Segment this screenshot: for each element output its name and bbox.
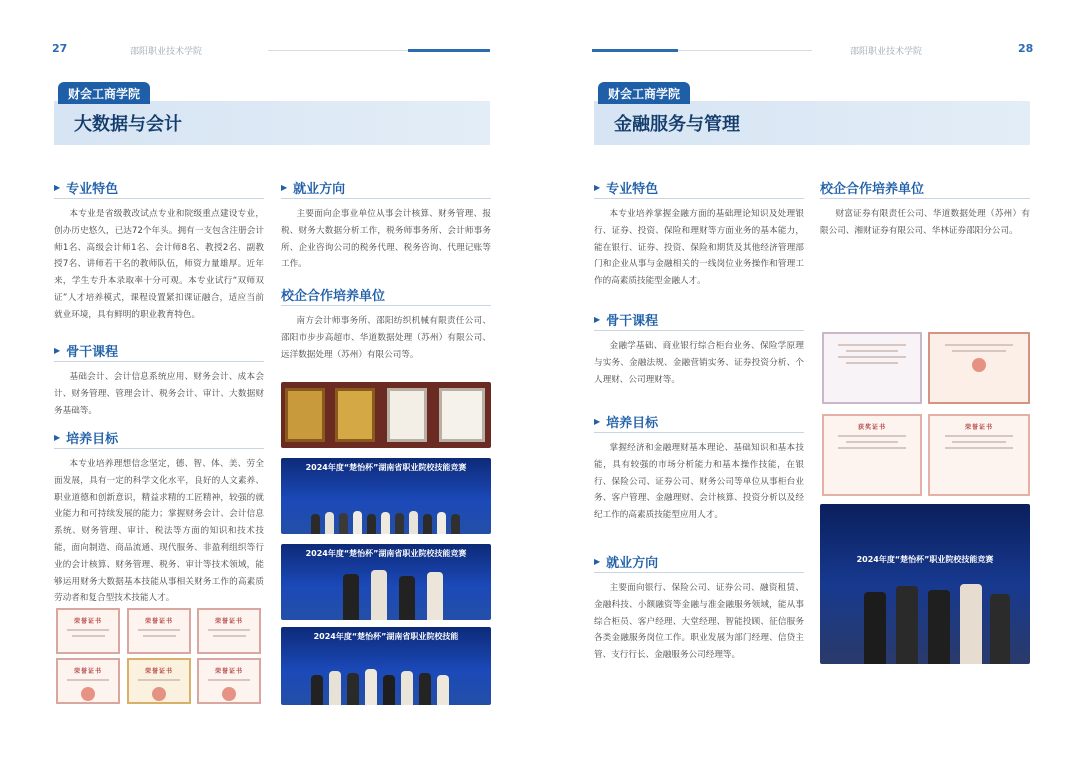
page-number: 27 [52, 42, 68, 55]
college-tag: 财会工商学院 [598, 82, 690, 104]
section-title-goals: ▶ 培养目标 [594, 416, 659, 431]
section-title-employment: ▶ 就业方向 [594, 556, 659, 571]
arrow-icon: ▶ [594, 315, 601, 324]
features-text: 本专业培养掌握金融方面的基础理论知识及处理银行、证券、投资、保险和理财等方面业务的基本能力，能在银行、证券、投资、保险和期货及其他经济管理部门和企业从事与金融相关的一线岗位业务操作和管理工作的高素质技能型金融人才。 [594, 209, 804, 287]
section-divider [54, 448, 264, 449]
goals-text: 掌握经济和金融理财基本理论、基础知识和基本技能，具有较强的市场分析能力和基本操作技能，在银行、保险公司、证券公司、财务公司等单位从事柜台业务、客户管理、金融理财、会计核算、投资分析以及经纪工作的高素质技能型应用人才。 [594, 443, 804, 521]
college-tag: 财会工商学院 [58, 82, 150, 104]
certificate-image: 荣誉证书 [197, 608, 261, 654]
competition-photo: 2024年度“楚怡杯”湖南省职业院校技能 [281, 627, 491, 705]
section-title-features: ▶ 专业特色 [54, 182, 119, 197]
section-divider [54, 361, 264, 362]
awards-plaques-photo [281, 382, 491, 448]
certificate-image: 获奖证书 [822, 414, 922, 496]
section-title-features: ▶ 专业特色 [594, 182, 659, 197]
employment-text: 主要面向企事业单位从事会计核算、财务管理、报税、财务大数据分析工作，税务师事务所、会计师事务所、企业咨询公司的税务代理、税务咨询、代理记账等工作。 [281, 209, 491, 270]
major-title: 大数据与会计 [54, 101, 490, 145]
certificate-image: 荣誉证书 [928, 414, 1030, 496]
certificate-image: 荣誉证书 [56, 658, 120, 704]
section-divider [594, 572, 804, 573]
arrow-icon: ▶ [54, 183, 61, 192]
certificate-image: 荣誉证书 [197, 658, 261, 704]
courses-text: 金融学基础、商业银行综合柜台业务、保险学原理与实务、金融法规、金融营销实务、证券投资分析、个人理财、公司理财等。 [594, 341, 804, 385]
major-title: 金融服务与管理 [594, 101, 1030, 145]
header-rule-accent [408, 49, 490, 52]
school-name: 邵阳职业技术学院 [130, 47, 203, 57]
features-text: 本专业是省级教改试点专业和院级重点建设专业，创办历史悠久，已达72个年头。拥有一支包含注册会计师1名、高级会计师1名、会计师8名、教授2名、副教授7名、讲师若干名的教师队伍，师资力量雄厚。近年来，学生专升本录取率十分可观。本专业试行“双师双证”人才培养模式，课程设置紧扣课证融合，适应当前就业环境，具有鲜明的职业教育特色。 [54, 209, 264, 320]
certificate-image: 荣誉证书 [127, 608, 191, 654]
arrow-icon: ▶ [54, 433, 61, 442]
section-divider [54, 198, 264, 199]
competition-photo: 2024年度“楚怡杯”职业院校技能竞赛 [820, 504, 1030, 664]
section-divider [281, 198, 491, 199]
school-name: 邵阳职业技术学院 [850, 47, 923, 57]
arrow-icon: ▶ [594, 557, 601, 566]
section-title-courses: ▶ 骨干课程 [54, 345, 119, 360]
section-divider [820, 198, 1030, 199]
section-divider [281, 305, 491, 306]
section-divider [594, 330, 804, 331]
certificate-image [822, 332, 922, 404]
courses-text: 基础会计、会计信息系统应用、财务会计、成本会计、财务管理、管理会计、税务会计、审计、大数据财务基础等。 [54, 372, 264, 416]
arrow-icon: ▶ [594, 183, 601, 192]
section-title-employment: ▶ 就业方向 [281, 182, 346, 197]
section-divider [594, 198, 804, 199]
page-number: 28 [1018, 42, 1034, 55]
partners-text: 南方会计师事务所、邵阳纺织机械有限责任公司、邵阳市步步高超市、华道数据处理（苏州）有限公司、远洋数据处理（苏州）有限公司等。 [281, 316, 491, 360]
goals-text: 本专业培养理想信念坚定，德、智、体、美、劳全面发展，具有一定的科学文化水平，良好的人文素养、职业道德和创新意识，精益求精的工匠精神，较强的就业能力和可持续发展的能力；掌握财务会计、会计信息系统、财务管理、审计、税法等方面的知识和技术技能，面向制造、商品流通、现代服务、非盈利组织等行业的会计核算、财务管理、税务、审计等技术领域，能够运用财务大数据基本技能从事相关财务工作的高素质劳动者和复合型技术技能人才。 [54, 459, 264, 604]
section-title-partners: 校企合作培养单位 [281, 289, 386, 304]
section-title-partners: 校企合作培养单位 [820, 182, 925, 197]
section-title-courses: ▶ 骨干课程 [594, 314, 659, 329]
arrow-icon: ▶ [594, 417, 601, 426]
employment-text: 主要面向银行、保险公司、证券公司、融资租赁、金融科技、小额融资等金融与准金融服务领域，能从事综合柜员、客户经理、大堂经理、智能投顾、征信服务各类金融服务岗位工作。职业发展为部门经理、信贷主管、支行行长、金融服务公司经理等。 [594, 583, 804, 661]
arrow-icon: ▶ [54, 346, 61, 355]
certificate-image: 荣誉证书 [127, 658, 191, 704]
section-title-goals: ▶ 培养目标 [54, 432, 119, 447]
certificate-image [928, 332, 1030, 404]
section-divider [594, 432, 804, 433]
right-page [540, 0, 1080, 763]
certificate-image: 荣誉证书 [56, 608, 120, 654]
arrow-icon: ▶ [281, 183, 288, 192]
competition-photo: 2024年度“楚怡杯”湖南省职业院校技能竞赛 [281, 544, 491, 620]
partners-text: 财富证券有限责任公司、华道数据处理（苏州）有限公司、湘财证券有限公司、华林证券邵阳分公司。 [820, 209, 1030, 236]
competition-photo: 2024年度“楚怡杯”湖南省职业院校技能竞赛 [281, 458, 491, 534]
header-rule-accent [592, 49, 678, 52]
